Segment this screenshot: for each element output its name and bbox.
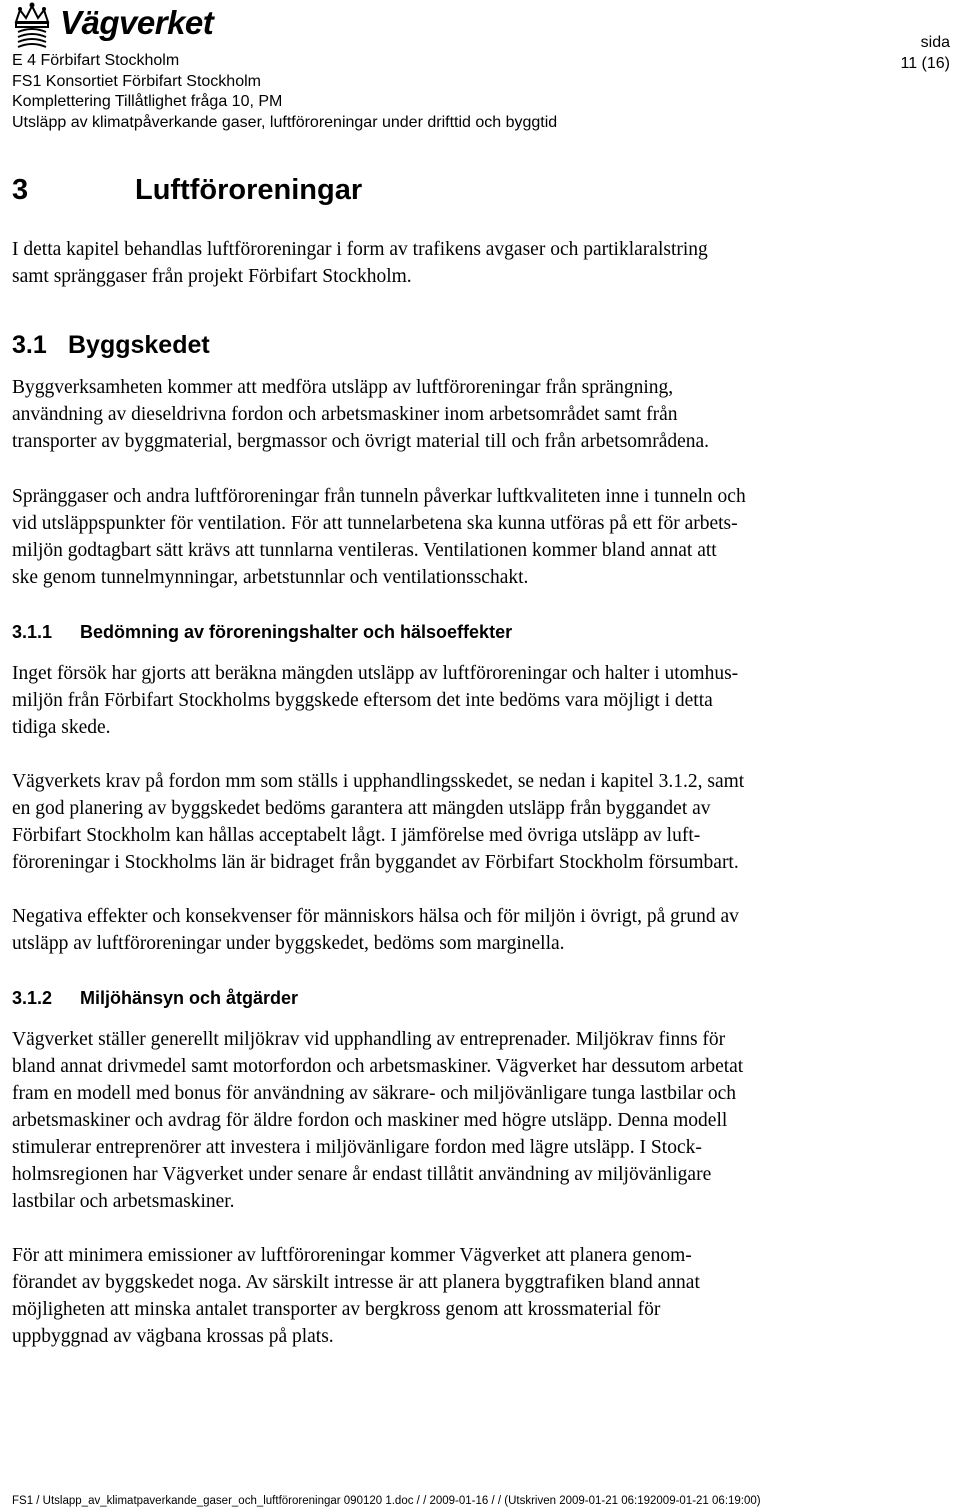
section-3-1-1-paragraph-2 xyxy=(12,768,912,876)
section-heading-3-1-2 xyxy=(12,986,298,1010)
section-title: Miljöhänsyn och åtgärder xyxy=(80,988,299,1008)
text-line: Negativa effekter och konsekvenser för människors hälsa och för miljön i övrigt, på grund av xyxy=(12,906,739,927)
section-number: 3.1 xyxy=(12,331,47,359)
text-line: samt spränggaser från projekt Förbifart Stockholm. xyxy=(12,266,412,287)
text-line: Spränggaser och andra luftföroreningar från tunneln påverkar luftkvaliteten inne i tunneln och xyxy=(12,486,746,507)
section-3-1-2-paragraph-2 xyxy=(12,1242,912,1350)
text-line: Byggverksamheten kommer att medföra utsläpp av luftföroreningar från sprängning, xyxy=(12,377,674,398)
text-line: utsläpp av luftföroreningar under byggskedet, bedöms som marginella. xyxy=(12,933,565,954)
text-line: Vägverkets krav på fordon mm som ställs i upphandlingsskedet, se nedan i kapitel 3.1.2, samt xyxy=(12,771,745,792)
vagverket-logo xyxy=(8,0,268,48)
section-3-1-1-paragraph-1 xyxy=(12,660,912,741)
text-line: föroreningar i Stockholms län är bidraget från byggandet av Förbifart Stockholm försumbart. xyxy=(12,852,739,873)
text-line: en god planering av byggskedet bedöms garantera att mängden utsläpp från byggandet av xyxy=(12,798,711,819)
document-header xyxy=(12,51,557,133)
logo-wordmark: Vägverket xyxy=(60,4,214,41)
text-line: För att minimera emissioner av luftföroreningar kommer Vägverket att planera genom- xyxy=(12,1245,692,1266)
text-line: bland annat drivmedel samt motorfordon och arbetsmaskiner. Vägverket har dessutom arbetat xyxy=(12,1056,744,1077)
section-number: 3.1.1 xyxy=(12,622,53,642)
section-3-1-2-paragraph-1 xyxy=(12,1026,912,1215)
text-line: uppbyggnad av vägbana krossas på plats. xyxy=(12,1326,334,1347)
text-line: ske genom tunnelmynningar, arbetstunnlar och ventilationsschakt. xyxy=(12,567,529,588)
section-heading-3 xyxy=(12,172,362,208)
text-line: användning av dieseldrivna fordon och arbetsmaskiner inom arbetsområdet samt från xyxy=(12,404,678,425)
text-line: I detta kapitel behandlas luftföroreningar i form av trafikens avgaser och partiklaralstring xyxy=(12,239,708,260)
section-3-intro xyxy=(12,236,912,290)
section-title: Byggskedet xyxy=(68,331,210,359)
text-line: stimulerar entreprenörer att investera i miljövänligare fordon med lägre utsläpp. I Stock- xyxy=(12,1137,702,1158)
section-number: 3 xyxy=(12,174,29,206)
text-line: Förbifart Stockholm kan hållas acceptabelt lågt. I jämförelse med övriga utsläpp av luft- xyxy=(12,825,701,846)
section-3-1-paragraph-2 xyxy=(12,483,912,591)
text-line: holmsregionen har Vägverket under senare år endast tillåtit användning av miljövänligare xyxy=(12,1164,712,1185)
page-indicator xyxy=(900,32,950,74)
text-line: möjligheten att minska antalet transporter av bergkross genom att krossmaterial för xyxy=(12,1299,661,1320)
header-line-memo: Komplettering Tillåtlighet fråga 10, PM xyxy=(12,93,283,110)
text-line: lastbilar och arbetsmaskiner. xyxy=(12,1191,235,1212)
text-line: vid utsläppspunkter för ventilation. För att tunnelarbetena ska kunna utföras på ett för arbets- xyxy=(12,513,738,534)
page-number: 11 (16) xyxy=(900,55,950,72)
header-line-consortium: FS1 Konsortiet Förbifart Stockholm xyxy=(12,72,261,90)
header-line-subject: Utsläpp av klimatpåverkande gaser, luftföroreningar under drifttid och byggtid xyxy=(12,113,558,131)
page-label: sida xyxy=(920,34,950,51)
text-line: förandet av byggskedet noga. Av särskilt intresse är att planera byggtrafiken bland annat xyxy=(12,1272,700,1293)
header-line-project: E 4 Förbifart Stockholm xyxy=(12,52,180,69)
text-line: miljön från Förbifart Stockholms byggskede eftersom det inte bedöms vara möjligt i detta xyxy=(12,690,713,711)
text-line: fram en modell med bonus för användning av säkrare- och miljövänligare tunga lastbilar och xyxy=(12,1083,736,1104)
document-footer: FS1 / Utslapp_av_klimatpaverkande_gaser_och_luftföroreningar 090120 1.doc / / 2009-01-16 / / (Utskriven 2009-01-21 06:192009-01-21 06:19:00) xyxy=(12,1495,761,1507)
text-line: tidiga skede. xyxy=(12,717,111,738)
text-line: miljön godtagbart sätt krävs att tunnlarna ventileras. Ventilationen kommer bland annat att xyxy=(12,540,717,561)
section-3-1-paragraph-1 xyxy=(12,374,912,455)
section-heading-3-1 xyxy=(12,330,210,360)
section-heading-3-1-1 xyxy=(12,620,512,644)
text-line: arbetsmaskiner och avdrag för äldre fordon och maskiner med högre utsläpp. Denna modell xyxy=(12,1110,728,1131)
section-title: Bedömning av föroreningshalter och hälsoeffekter xyxy=(80,622,513,642)
crown-emblem-icon xyxy=(8,0,56,48)
section-3-1-1-paragraph-3 xyxy=(12,903,912,957)
text-line: Inget försök har gjorts att beräkna mängden utsläpp av luftföroreningar och halter i utomhus- xyxy=(12,663,739,684)
section-number: 3.1.2 xyxy=(12,988,53,1008)
section-title: Luftföroreningar xyxy=(135,174,363,206)
text-line: Vägverket ställer generellt miljökrav vid upphandling av entreprenader. Miljökrav finns för xyxy=(12,1029,726,1050)
text-line: transporter av byggmaterial, bergmassor och övrigt material till och från arbetsområdena. xyxy=(12,431,710,452)
